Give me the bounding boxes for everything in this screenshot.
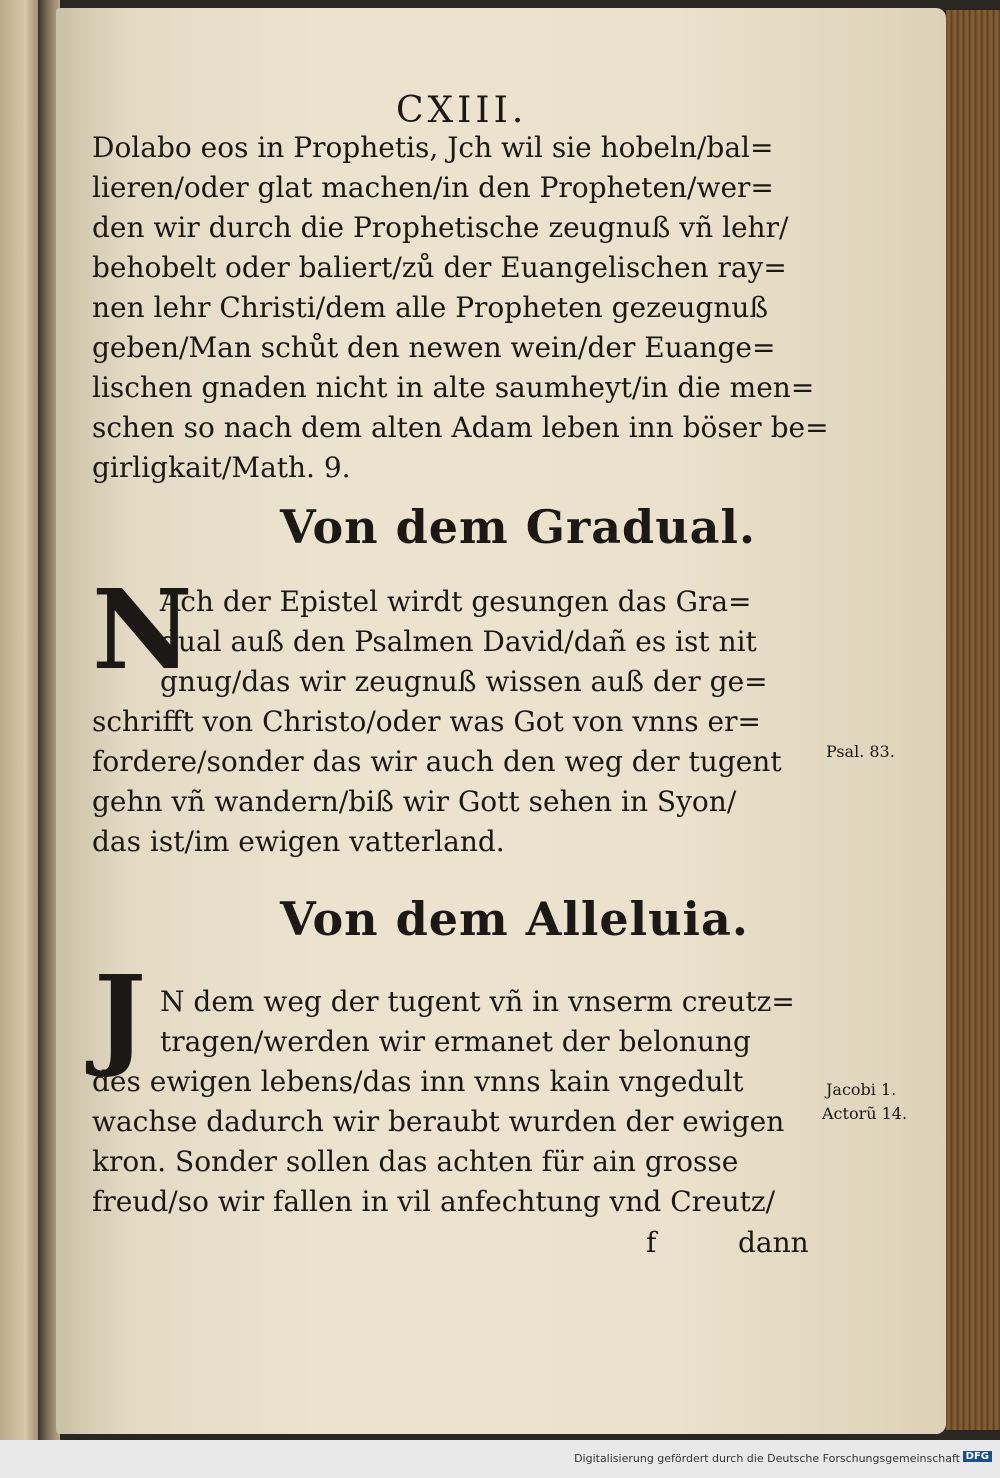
paragraph-2-indented bbox=[160, 582, 830, 702]
digitization-credit: Digitalisierung gefördert durch die Deutsche Forschungsgemeinschaft bbox=[574, 1452, 960, 1465]
text-line: Dolabo eos in Prophetis, Jch wil sie hobeln/bal= bbox=[92, 131, 774, 164]
paragraph-1 bbox=[92, 128, 832, 488]
facing-page-edge bbox=[0, 0, 42, 1440]
marginal-note-psalm: Psal. 83. bbox=[826, 742, 895, 761]
text-line: gehn vñ wandern/biß wir Gott sehen in Syon/ bbox=[92, 785, 737, 818]
text-line: lieren/oder glat machen/in den Propheten/wer= bbox=[92, 171, 774, 204]
marginal-note-jacobi: Jacobi 1. bbox=[826, 1080, 897, 1099]
text-line: girligkait/Math. 9. bbox=[92, 451, 351, 484]
text-line: den wir durch die Prophetische zeugnuß vñ lehr/ bbox=[92, 211, 789, 244]
text-line: kron. Sonder sollen das achten für ain grosse bbox=[92, 1145, 739, 1178]
paragraph-3-indented bbox=[160, 982, 830, 1062]
text-line: schen so nach dem alten Adam leben inn böser be= bbox=[92, 411, 829, 444]
text-line: gnug/das wir zeugnuß wissen auß der ge= bbox=[160, 665, 768, 698]
decorated-initial-j: J bbox=[94, 951, 147, 1080]
text-line: wachse dadurch wir beraubt wurden der ewigen bbox=[92, 1105, 785, 1138]
text-line: nen lehr Christi/dem alle Propheten gezeugnuß bbox=[92, 291, 769, 324]
dfg-logo: DFG bbox=[963, 1451, 992, 1462]
text-line: N dem weg der tugent vñ in vnserm creutz= bbox=[160, 985, 795, 1018]
text-line: freud/so wir fallen in vil anfechtung vnd Creutz/ bbox=[92, 1185, 776, 1218]
heading-alleluia: Von dem Alleluia. bbox=[280, 892, 749, 946]
paragraph-3 bbox=[92, 1062, 832, 1222]
text-line: das ist/im ewigen vatterland. bbox=[92, 825, 505, 858]
folio-number: CXIII. bbox=[396, 90, 528, 131]
marginal-note-actorum: Actorũ 14. bbox=[822, 1104, 908, 1123]
decorated-initial-n: N bbox=[92, 565, 193, 694]
heading-gradual: Von dem Gradual. bbox=[280, 500, 756, 554]
text-line: lischen gnaden nicht in alte saumheyt/in die men= bbox=[92, 371, 815, 404]
text-line: dual auß den Psalmen David/dañ es ist nit bbox=[160, 625, 757, 658]
signature-mark: f bbox=[646, 1226, 657, 1259]
text-line: schrifft von Christo/oder was Got von vnns er= bbox=[92, 705, 761, 738]
text-line: Ach der Epistel wirdt gesungen das Gra= bbox=[160, 585, 752, 618]
text-line: fordere/sonder das wir auch den weg der tugent bbox=[92, 745, 782, 778]
catchword: dann bbox=[738, 1226, 809, 1259]
text-line: geben/Man schůt den newen wein/der Euange= bbox=[92, 331, 776, 364]
text-line: tragen/werden wir ermanet der belonung bbox=[160, 1025, 751, 1058]
page-stack-edge bbox=[946, 10, 1000, 1430]
text-line: behobelt oder baliert/zů der Euangelischen ray= bbox=[92, 251, 787, 284]
text-line: des ewigen lebens/das inn vnns kain vngedult bbox=[92, 1065, 744, 1098]
paragraph-2 bbox=[92, 702, 832, 862]
